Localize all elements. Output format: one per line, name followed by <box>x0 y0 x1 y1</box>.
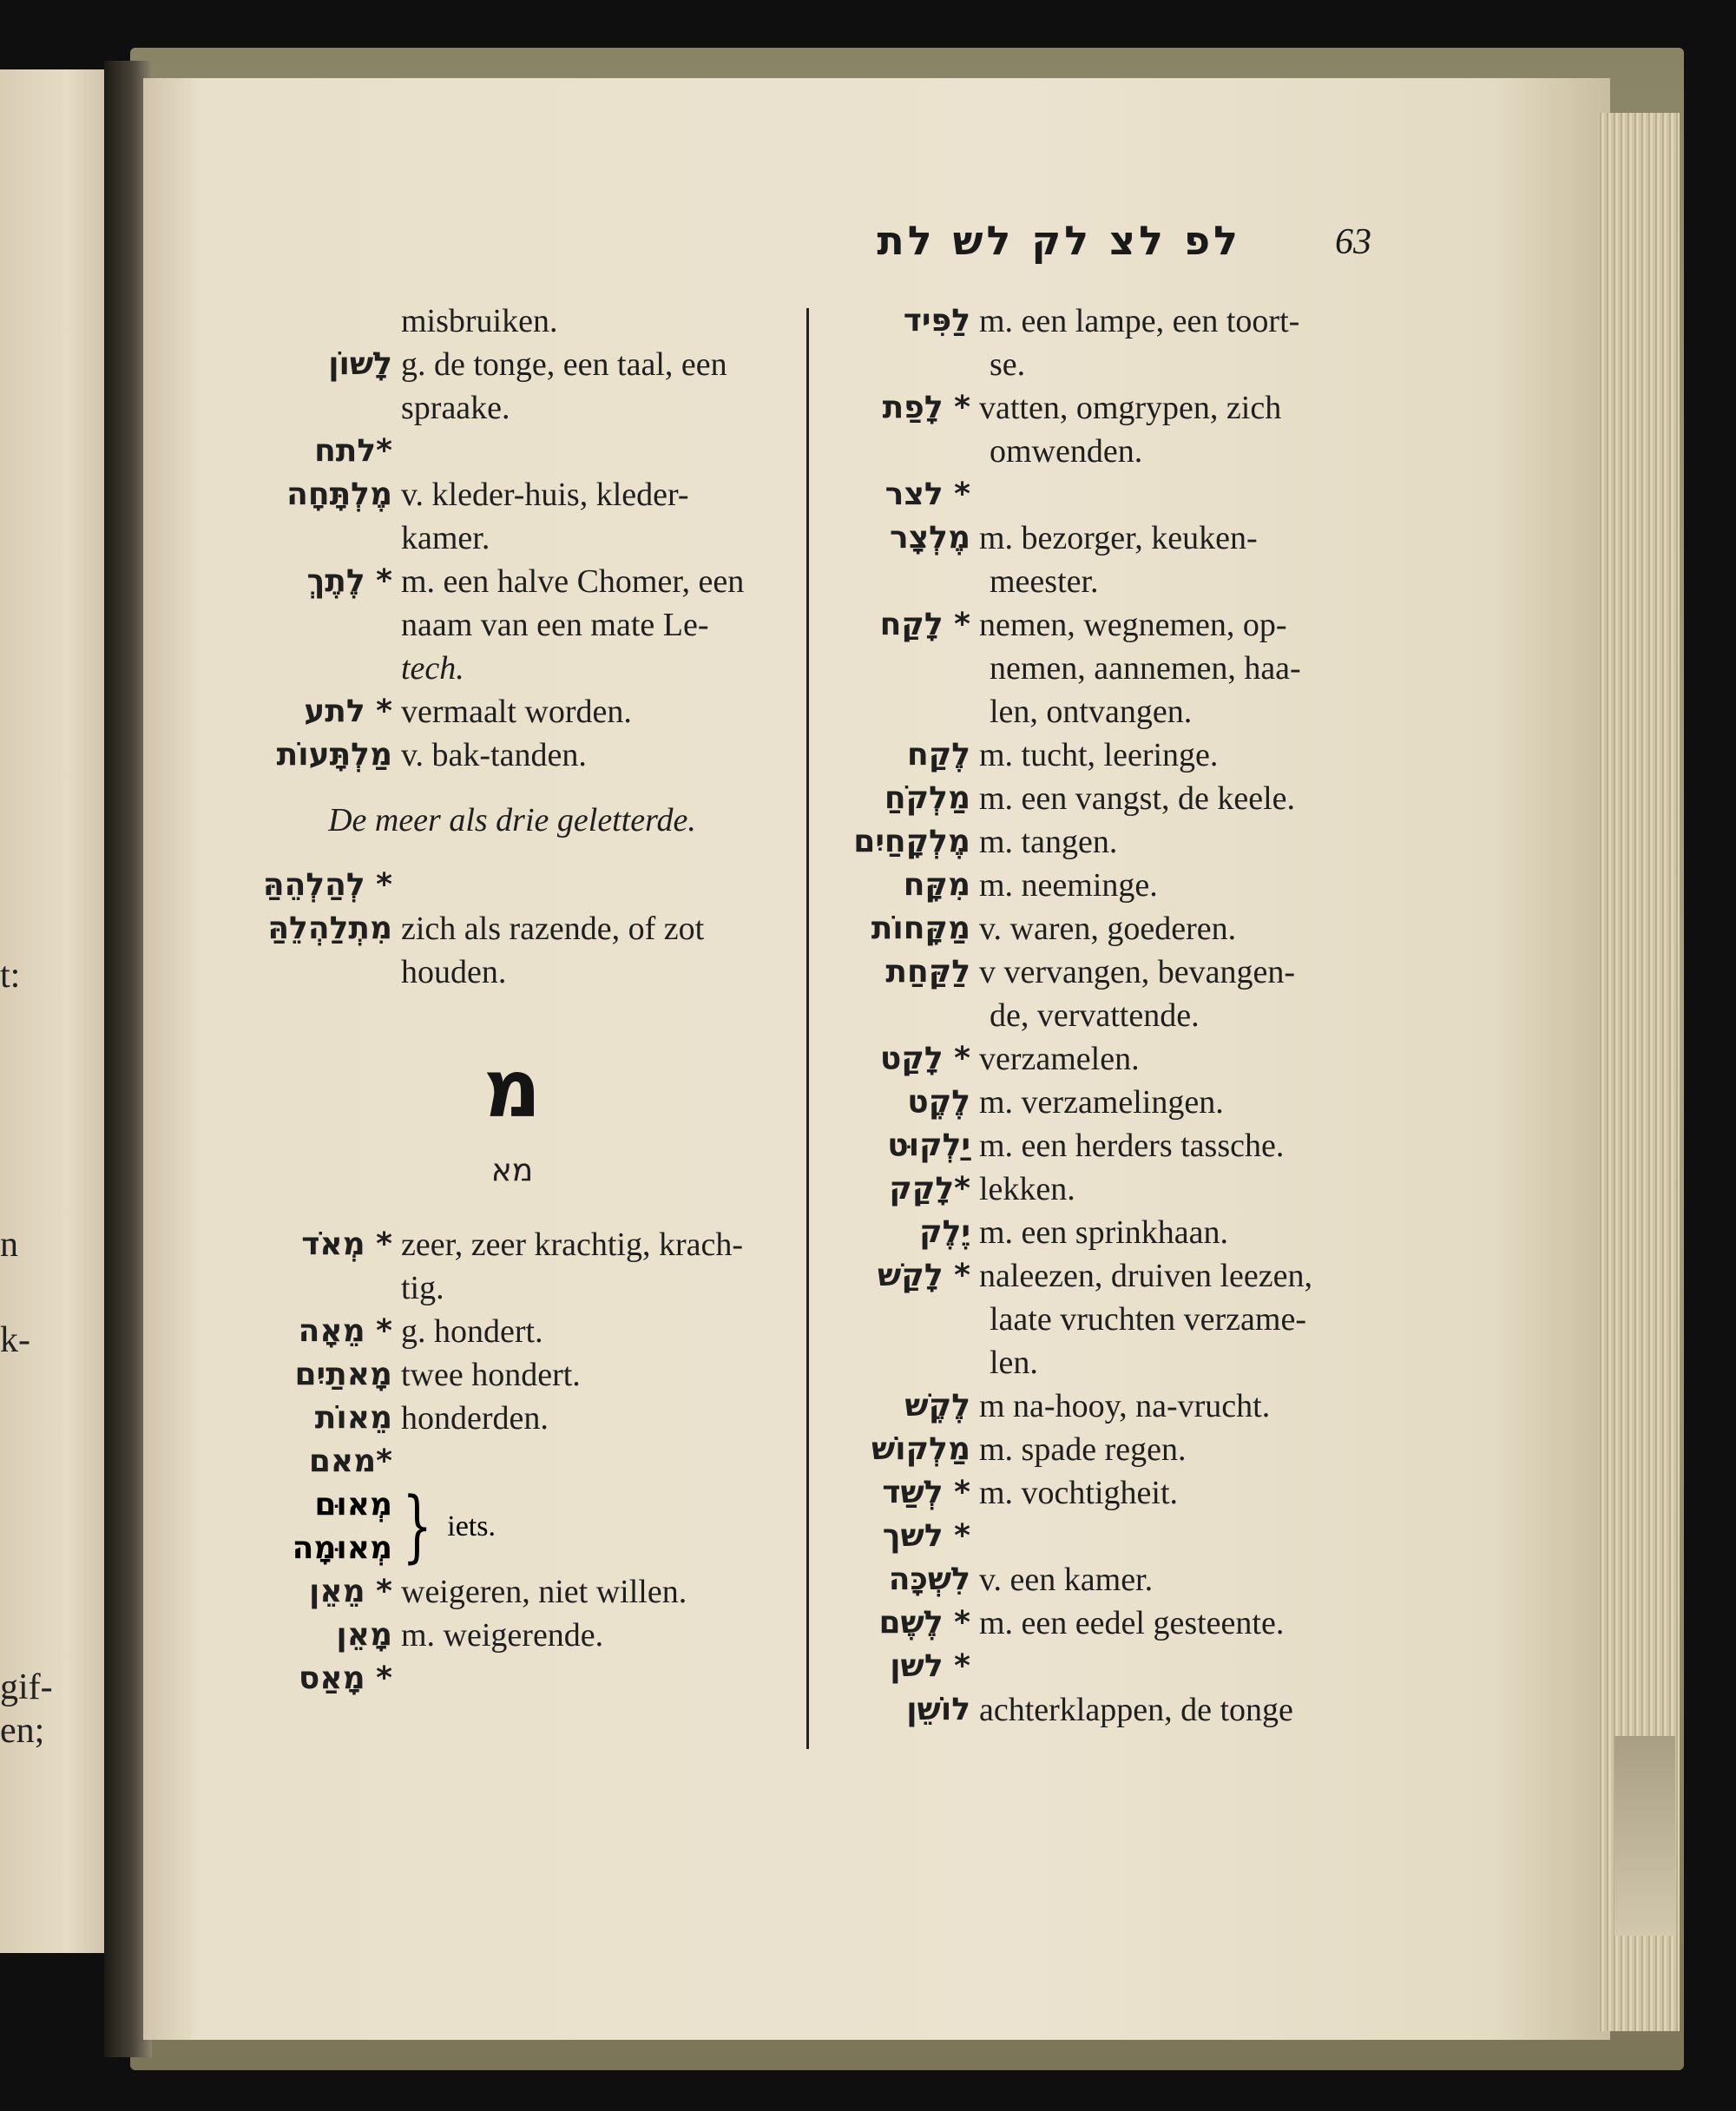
definition: v. een kamer. <box>979 1562 1154 1598</box>
definition: honderden. <box>401 1400 549 1437</box>
definition: v. waren, goederen. <box>979 911 1237 947</box>
letter-heading: מ <box>483 1042 542 1135</box>
definition-continuation: naam van een mate Le- <box>401 607 709 643</box>
headword: מְאוּם <box>314 1487 392 1522</box>
dictionary-entry <box>243 430 781 473</box>
headword: מַלְקוֹשׁ <box>871 1431 970 1467</box>
dictionary-entry <box>833 1558 1363 1601</box>
dictionary-entry <box>833 1081 1363 1124</box>
headword: * לְהַלְהֵהַּ <box>262 867 392 903</box>
definition: verzamelen. <box>979 1041 1140 1077</box>
margin-fragment: k- <box>0 1320 30 1360</box>
headword: מַלְתָּעוֹת <box>276 737 392 773</box>
margin-fragment: t: <box>0 956 21 996</box>
definition: g. hondert. <box>401 1313 543 1350</box>
headword: יַלְקוּט <box>887 1128 970 1163</box>
headword: מָאתַיִם <box>294 1357 392 1392</box>
dictionary-entry <box>833 950 1363 994</box>
headword: * לתע <box>304 694 392 729</box>
definition: vermaalt worden. <box>401 694 632 730</box>
headword: *מאם <box>308 1444 392 1479</box>
definition: m. verzamelingen. <box>979 1084 1224 1121</box>
dictionary-entry <box>833 733 1363 777</box>
dictionary-entry <box>833 864 1363 907</box>
dictionary-entry <box>243 907 781 950</box>
definition: g. de tonge, een taal, een <box>401 346 727 383</box>
definition: achterklappen, de tonge <box>979 1692 1293 1728</box>
definition-continuation: de, vervattende. <box>990 997 1200 1034</box>
definition: v. bak-tanden. <box>401 737 587 773</box>
definition-continuation: meester. <box>990 563 1099 600</box>
margin-fragment: gif- <box>0 1667 53 1707</box>
definition: zeer, zeer krachtig, krach- <box>401 1226 744 1263</box>
headword: לֶקֶשׁ <box>904 1388 970 1424</box>
headword: * מָאַס <box>298 1661 392 1696</box>
definition-continuation: houden. <box>401 954 507 990</box>
dictionary-entry <box>243 473 781 516</box>
headword: * מֵאָה <box>298 1313 392 1349</box>
running-head: לפ לצ לק לש לת <box>877 217 1241 264</box>
dictionary-entry <box>243 1397 781 1440</box>
definition: twee hondert. <box>401 1357 581 1393</box>
headword: מַקָּחוֹת <box>871 911 970 946</box>
definition: m. spade regen. <box>979 1431 1187 1468</box>
definition-continuation: omwenden. <box>990 433 1143 470</box>
dictionary-entry <box>833 907 1363 950</box>
definition: vatten, omgrypen, zich <box>979 390 1282 426</box>
headword: מִקָּח <box>903 867 970 903</box>
headword: לֶקַח <box>906 737 970 773</box>
definition: m. een lampe, een toort- <box>979 303 1300 339</box>
section-title: De meer als drie geletterde. <box>328 802 696 838</box>
dictionary-entry <box>243 733 781 777</box>
definition: m. tucht, leeringe. <box>979 737 1219 773</box>
brace-headwords <box>243 1483 401 1570</box>
dictionary-entry <box>833 1601 1363 1645</box>
margin-fragment: en; <box>0 1711 45 1751</box>
dictionary-entry <box>243 1310 781 1353</box>
cover-tab <box>1614 1736 1675 1936</box>
headword: מֶלְקָחַיִם <box>853 824 970 859</box>
definition: v vervangen, bevangen- <box>979 954 1296 990</box>
right-column <box>833 299 1363 1732</box>
headword: מֶלְתָּחָה <box>286 477 392 512</box>
headword: מֶלְצָר <box>889 520 970 556</box>
headword: יֶלֶק <box>919 1214 970 1250</box>
dictionary-entry <box>833 1384 1363 1428</box>
page-header <box>660 217 1371 269</box>
definition: m. een halve Chomer, een <box>401 563 745 600</box>
headword: לֶקֶט <box>907 1084 970 1120</box>
dictionary-entry <box>833 1428 1363 1471</box>
definition: nemen, wegnemen, op- <box>979 607 1287 643</box>
dictionary-entry <box>833 1254 1363 1298</box>
page-number: 63 <box>1335 222 1371 262</box>
dictionary-entry <box>833 473 1363 516</box>
dictionary-entry <box>833 1211 1363 1254</box>
definition: m. neeminge. <box>979 867 1158 904</box>
headword: * לשך <box>882 1518 970 1554</box>
dictionary-entry <box>833 1688 1363 1732</box>
headword: לַקַּחַת <box>885 954 970 990</box>
definition: v. kleder-huis, kleder- <box>401 477 689 513</box>
dictionary-entry <box>833 1645 1363 1688</box>
dictionary-entry <box>243 1440 781 1483</box>
definition-continuation: tig. <box>401 1270 444 1306</box>
facing-page-edge <box>0 69 118 1953</box>
definition: weigeren, niet willen. <box>401 1574 687 1610</box>
headword: לַפִּיד <box>903 303 970 339</box>
dictionary-entry <box>833 603 1363 647</box>
dictionary-entry <box>833 1167 1363 1211</box>
headword: * לָפַת <box>882 390 970 425</box>
headword: *לָקַק <box>889 1171 970 1207</box>
margin-fragment: n <box>0 1225 18 1265</box>
definition: zich als razende, of zot <box>401 911 705 947</box>
continuation-line: misbruiken. <box>401 303 558 339</box>
dictionary-entry <box>833 1515 1363 1558</box>
left-column <box>243 299 781 1700</box>
headword: לָשׁוֹן <box>328 346 392 382</box>
brace-group <box>243 1483 781 1570</box>
dictionary-entry <box>833 777 1363 820</box>
definition-continuation: len. <box>990 1345 1038 1381</box>
dictionary-entry <box>833 516 1363 560</box>
dictionary-entry <box>243 1614 781 1657</box>
headword: לוֹשֵׁן <box>906 1692 970 1727</box>
definition: m. bezorger, keuken- <box>979 520 1258 556</box>
headword: לִשְׁכָּה <box>888 1562 970 1597</box>
definition-continuation: se. <box>990 346 1026 383</box>
headword: מַלְקֹחַ <box>884 780 970 816</box>
definition-continuation: laate vruchten verzame- <box>990 1301 1306 1338</box>
headword: * לֶשֶׁם <box>878 1605 970 1641</box>
headword: * לָקַשׁ <box>878 1258 970 1293</box>
headword: מֵאוֹת <box>314 1400 392 1436</box>
definition: naleezen, druiven leezen, <box>979 1258 1312 1294</box>
curly-brace: } <box>402 1481 432 1572</box>
headword: *לתח <box>314 433 392 469</box>
dictionary-entry <box>833 1124 1363 1167</box>
dictionary-entry <box>243 1223 781 1266</box>
definition-continuation: spraake. <box>401 390 510 426</box>
headword: * מְאֹד <box>301 1226 392 1262</box>
root-heading: מא <box>490 1153 534 1188</box>
definition: m. weigerende. <box>401 1617 604 1654</box>
definition: m. een sprinkhaan. <box>979 1214 1229 1251</box>
column-divider <box>806 308 809 1749</box>
definition: iets. <box>447 1510 496 1542</box>
dictionary-entry <box>833 1471 1363 1515</box>
headword: * לֶתֶךְ <box>306 563 392 599</box>
headword: * לשן <box>890 1648 970 1684</box>
definition-continuation: tech. <box>401 650 464 687</box>
dictionary-entry <box>243 1353 781 1397</box>
dictionary-entry <box>243 560 781 603</box>
dictionary-entry <box>833 386 1363 430</box>
headword: מְאוּמָה <box>292 1530 392 1566</box>
dictionary-entry <box>833 299 1363 343</box>
headword: מָאֵן <box>336 1617 392 1653</box>
definition: m na-hooy, na-vrucht. <box>979 1388 1271 1424</box>
dictionary-entry <box>833 1037 1363 1081</box>
definition: lekken. <box>979 1171 1075 1207</box>
headword: * מֵאֵן <box>309 1574 392 1609</box>
dictionary-entry <box>833 820 1363 864</box>
dictionary-entry <box>243 690 781 733</box>
definition: m. tangen. <box>979 824 1118 860</box>
definition: m. een eedel gesteente. <box>979 1605 1285 1641</box>
headword: מִתְלַהְלֵהַּ <box>267 911 392 946</box>
headword: * לָקַח <box>879 607 970 642</box>
headword: * לצר <box>884 477 970 512</box>
definition: m. een vangst, de keele. <box>979 780 1296 817</box>
headword: * לָקַט <box>879 1041 970 1076</box>
definition-continuation: nemen, aannemen, haa- <box>990 650 1301 687</box>
definition-continuation: len, ontvangen. <box>990 694 1193 730</box>
dictionary-entry <box>243 1570 781 1614</box>
definition: m. een herders tassche. <box>979 1128 1285 1164</box>
dictionary-entry <box>243 864 781 907</box>
definition-continuation: kamer. <box>401 520 490 556</box>
dictionary-entry <box>243 1657 781 1700</box>
dictionary-entry <box>243 343 781 386</box>
headword: * לְשַׁד <box>882 1475 970 1510</box>
definition: m. vochtigheit. <box>979 1475 1179 1511</box>
